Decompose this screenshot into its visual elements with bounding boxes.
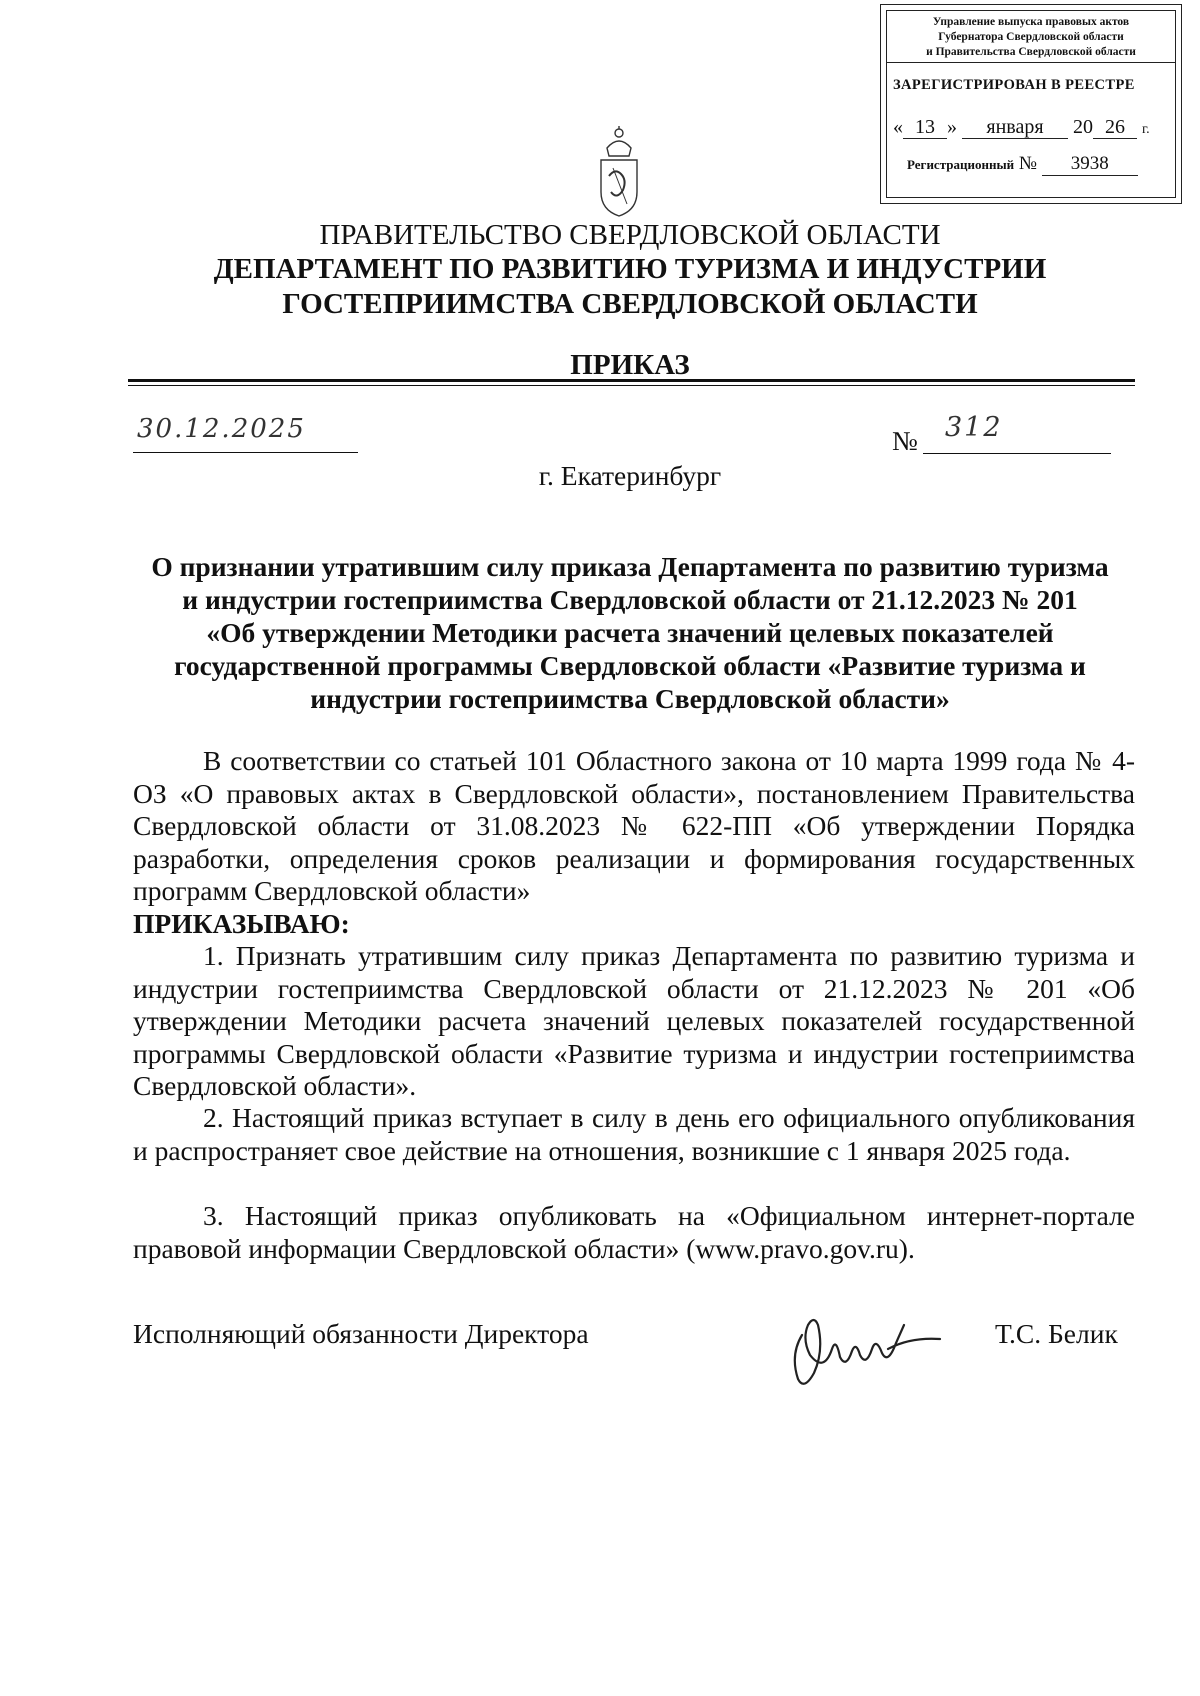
order-number: 312 bbox=[945, 412, 1003, 443]
stamp-date bbox=[893, 116, 1175, 139]
item-1: 1. Признать утратившим силу приказ Департамента по развитию туризма и индустрии гостеприимства Свердловской области от 21.12.2023 № 201 «Об утверждении Методики расчета значений целевых показателей государственной программы Свердловской области «Развитие туризма и индустрии гостеприимства Свердловской области». bbox=[133, 940, 1135, 1101]
order-word: ПРИКАЗЫВАЮ: bbox=[133, 908, 350, 939]
stamp-header-line: Губернатора Свердловской области bbox=[938, 31, 1124, 43]
preamble: В соответствии со статьей 101 Областного закона от 10 марта 1999 года № 4-ОЗ «О правовых актах в Свердловской области», постановлением Правительства Свердловской области от 31.08.2023 № 622-ПП «Об утверждении Порядка разработки, определения сроков реализации и формирования государственных программ Свердловской области» bbox=[133, 745, 1135, 906]
stamp-date-year-prefix: 20 bbox=[1073, 116, 1093, 138]
stamp-reg-number-value: 3938 bbox=[1042, 153, 1138, 176]
stamp-date-day: 13 bbox=[903, 116, 947, 139]
stamp-header-line: Управление выпуска правовых актов bbox=[932, 16, 1130, 28]
doc-title-line: и индустрии гостеприимства Свердловской области от 21.12.2023 № 201 bbox=[182, 584, 1078, 615]
item-2: 2. Настоящий приказ вступает в силу в день его официального опубликования и распространяет свое действие на отношения, возникшие с 1 января 2025 года. bbox=[133, 1102, 1135, 1166]
stamp-date-open-quote: « bbox=[893, 116, 903, 138]
doc-title bbox=[120, 550, 1140, 715]
signatory-name: Т.С. Белик bbox=[995, 1318, 1118, 1349]
doc-title-line: «Об утверждении Методики расчета значений целевых показателей bbox=[206, 617, 1054, 648]
signatory-position: Исполняющий обязанности Директора bbox=[133, 1318, 589, 1349]
header-rule-thick bbox=[128, 379, 1135, 382]
stamp-date-year-unit: г. bbox=[1142, 122, 1150, 137]
stamp-date-close-quote: » bbox=[947, 116, 957, 138]
city: г. Екатеринбург bbox=[538, 460, 722, 491]
doc-title-line: государственной программы Свердловской области «Развитие туризма и bbox=[174, 650, 1086, 681]
stamp-reg-number bbox=[907, 153, 1175, 176]
stamp-reg-number-sign: № bbox=[1018, 153, 1037, 174]
order-date: 30.12.2025 bbox=[137, 414, 306, 444]
order-number-field bbox=[923, 412, 1111, 454]
item-3: 3. Настоящий приказ опубликовать на «Официальном интернет-портале правовой информации Свердловской области» (www.pravo.gov.ru). bbox=[133, 1200, 1135, 1264]
stamp-date-month: января bbox=[962, 116, 1068, 139]
department-title-line1: ДЕПАРТАМЕНТ ПО РАЗВИТИЮ ТУРИЗМА И ИНДУСТРИИ bbox=[213, 253, 1047, 285]
stamp-date-year-suffix: 26 bbox=[1093, 116, 1137, 139]
order-date-field bbox=[133, 414, 358, 453]
stamp-registered-label: ЗАРЕГИСТРИРОВАН В РЕЕСТРЕ bbox=[893, 77, 1135, 93]
doc-title-line: О признании утратившим силу приказа Департамента по развитию туризма bbox=[151, 551, 1109, 582]
stamp-header bbox=[887, 11, 1175, 63]
registration-stamp bbox=[880, 4, 1182, 204]
handwritten-signature-icon bbox=[780, 1295, 950, 1395]
order-number-sign: № bbox=[892, 426, 918, 456]
government-title: ПРАВИТЕЛЬСТВО СВЕРДЛОВСКОЙ ОБЛАСТИ bbox=[319, 219, 941, 251]
department-title-line2: ГОСТЕПРИИМСТВА СВЕРДЛОВСКОЙ ОБЛАСТИ bbox=[282, 288, 978, 320]
stamp-reg-number-label: Регистрационный bbox=[907, 157, 1015, 172]
doc-type: ПРИКАЗ bbox=[570, 349, 690, 381]
doc-title-line: индустрии гостеприимства Свердловской области» bbox=[310, 683, 950, 714]
stamp-header-line: и Правительства Свердловской области bbox=[926, 46, 1136, 58]
header-rule-thin bbox=[128, 385, 1135, 386]
coat-of-arms-icon bbox=[589, 118, 649, 218]
